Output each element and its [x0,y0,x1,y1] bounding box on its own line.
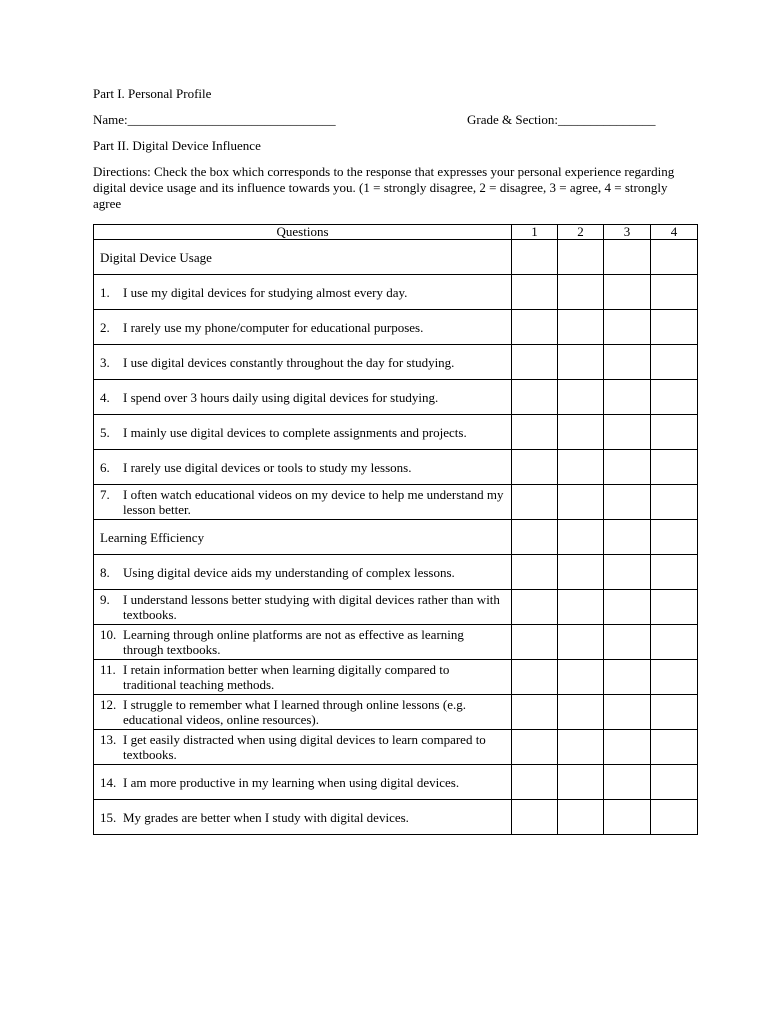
rating-2-checkbox-q0-0[interactable] [558,275,604,310]
rating-2-checkbox-q0-2[interactable] [558,345,604,380]
rating-3-checkbox-section-0[interactable] [604,240,651,275]
rating-1-checkbox-q1-3[interactable] [512,660,558,695]
question-text: I rarely use my phone/computer for educational purposes. [123,319,424,335]
rating-1-checkbox-q1-7[interactable] [512,800,558,835]
rating-1-checkbox-q1-1[interactable] [512,590,558,625]
rating-3-header: 3 [604,225,651,240]
part1-title: Part I. Personal Profile [93,86,212,101]
rating-3-checkbox-q0-3[interactable] [604,380,651,415]
rating-2-checkbox-q0-4[interactable] [558,415,604,450]
question-item [100,697,505,727]
rating-1-checkbox-section-0[interactable] [512,240,558,275]
question-text: My grades are better when I study with digital devices. [123,809,409,825]
question-text: I use digital devices constantly throughout the day for studying. [123,354,455,370]
rating-4-checkbox-q1-1[interactable] [651,590,698,625]
rating-4-checkbox-q0-3[interactable] [651,380,698,415]
table-row [94,730,698,765]
section-title: Learning Efficiency [94,520,512,555]
rating-4-checkbox-q0-4[interactable] [651,415,698,450]
section-row [94,520,698,555]
rating-2-header: 2 [558,225,604,240]
question-item [100,662,505,692]
question-item [100,565,505,580]
rating-1-checkbox-q1-6[interactable] [512,765,558,800]
table-row [94,660,698,695]
question-text: I get easily distracted when using digital devices to learn compared to textbooks. [123,732,486,762]
question-number: 9. [100,592,110,607]
rating-3-checkbox-q1-7[interactable] [604,800,651,835]
rating-2-checkbox-q0-1[interactable] [558,310,604,345]
question-item [100,390,505,405]
rating-3-checkbox-q0-0[interactable] [604,275,651,310]
table-row [94,275,698,310]
rating-2-checkbox-section-0[interactable] [558,240,604,275]
table-row [94,765,698,800]
question-number: 10. [100,627,117,642]
rating-2-checkbox-q1-4[interactable] [558,695,604,730]
survey-table [93,224,698,835]
rating-4-checkbox-q1-5[interactable] [651,730,698,765]
rating-4-checkbox-q1-7[interactable] [651,800,698,835]
table-row [94,310,698,345]
rating-3-checkbox-q0-2[interactable] [604,345,651,380]
rating-3-checkbox-q0-4[interactable] [604,415,651,450]
rating-4-checkbox-q1-2[interactable] [651,625,698,660]
question-item [100,355,505,370]
question-item [100,425,505,440]
question-cell [94,380,512,415]
question-number: 14. [100,774,117,790]
table-row [94,345,698,380]
question-number: 13. [100,732,117,747]
survey-page [93,86,697,835]
rating-1-checkbox-q1-4[interactable] [512,695,558,730]
grade-section-field-label: Grade & Section:_______________ [467,112,656,127]
rating-3-checkbox-q0-6[interactable] [604,485,651,520]
question-number: 1. [100,284,110,300]
question-cell [94,450,512,485]
question-item [100,487,505,517]
rating-4-checkbox-q0-2[interactable] [651,345,698,380]
rating-2-checkbox-q0-6[interactable] [558,485,604,520]
rating-2-checkbox-q0-3[interactable] [558,380,604,415]
rating-1-header: 1 [512,225,558,240]
section-title: Digital Device Usage [94,240,512,275]
question-cell [94,625,512,660]
question-cell [94,730,512,765]
rating-4-checkbox-q1-6[interactable] [651,765,698,800]
questions-header: Questions [94,225,512,240]
question-item [100,592,505,622]
question-number: 6. [100,459,110,475]
question-number: 3. [100,354,110,370]
question-text: I retain information better when learning digitally compared to traditional teaching methods. [123,662,450,692]
question-cell [94,660,512,695]
rating-1-checkbox-q0-3[interactable] [512,380,558,415]
rating-4-header: 4 [651,225,698,240]
question-item [100,460,505,475]
rating-1-checkbox-q1-0[interactable] [512,555,558,590]
rating-1-checkbox-section-1[interactable] [512,520,558,555]
table-row [94,800,698,835]
rating-2-checkbox-q1-1[interactable] [558,590,604,625]
rating-1-checkbox-q0-6[interactable] [512,485,558,520]
question-cell [94,695,512,730]
table-row [94,590,698,625]
question-item [100,320,505,335]
section-row [94,240,698,275]
rating-4-checkbox-q0-0[interactable] [651,275,698,310]
table-row [94,450,698,485]
question-number: 12. [100,697,117,712]
table-row [94,485,698,520]
rating-4-checkbox-q0-6[interactable] [651,485,698,520]
question-cell [94,310,512,345]
name-field-label: Name:________________________________ [93,112,336,127]
rating-2-checkbox-q0-5[interactable] [558,450,604,485]
rating-2-checkbox-section-1[interactable] [558,520,604,555]
name-grade-row [93,112,697,128]
rating-3-checkbox-q1-1[interactable] [604,590,651,625]
rating-3-checkbox-q1-0[interactable] [604,555,651,590]
rating-2-checkbox-q1-3[interactable] [558,660,604,695]
directions-text: Directions: Check the box which corresponds to the response that expresses your personal experience regarding digital device usage and its influence towards you. (1 = strongly disagree, 2 = disagree, 3 = agree, 4 = strongly agree [93,164,675,211]
rating-2-checkbox-q1-7[interactable] [558,800,604,835]
survey-table-body [94,240,698,835]
table-row [94,555,698,590]
question-number: 5. [100,424,110,440]
question-text: I mainly use digital devices to complete assignments and projects. [123,424,467,440]
question-text: I understand lessons better studying with digital devices rather than with textbooks. [123,592,500,622]
question-number: 11. [100,662,116,677]
question-number: 4. [100,389,110,405]
table-header-row [94,225,698,240]
rating-1-checkbox-q0-5[interactable] [512,450,558,485]
rating-3-checkbox-q1-3[interactable] [604,660,651,695]
question-item [100,285,505,300]
question-item [100,810,505,825]
question-number: 8. [100,564,110,580]
question-text: I rarely use digital devices or tools to study my lessons. [123,459,412,475]
part2-title: Part II. Digital Device Influence [93,138,261,153]
rating-3-checkbox-q0-1[interactable] [604,310,651,345]
rating-4-checkbox-q1-3[interactable] [651,660,698,695]
rating-3-checkbox-q1-2[interactable] [604,625,651,660]
question-text: I am more productive in my learning when using digital devices. [123,774,460,790]
question-number: 15. [100,809,117,825]
rating-3-checkbox-q1-4[interactable] [604,695,651,730]
rating-3-checkbox-q1-6[interactable] [604,765,651,800]
question-item [100,775,505,790]
table-row [94,695,698,730]
rating-1-checkbox-q1-2[interactable] [512,625,558,660]
question-text: I spend over 3 hours daily using digital devices for studying. [123,389,439,405]
question-text: I use my digital devices for studying almost every day. [123,284,408,300]
question-text: I struggle to remember what I learned through online lessons (e.g. educational videos, online resources). [123,697,466,727]
rating-4-checkbox-q0-1[interactable] [651,310,698,345]
question-cell [94,485,512,520]
table-row [94,380,698,415]
question-item [100,732,505,762]
question-cell [94,415,512,450]
rating-1-checkbox-q0-2[interactable] [512,345,558,380]
rating-4-checkbox-section-1[interactable] [651,520,698,555]
rating-4-checkbox-section-0[interactable] [651,240,698,275]
question-cell [94,590,512,625]
rating-4-checkbox-q1-0[interactable] [651,555,698,590]
question-item [100,627,505,657]
question-cell [94,800,512,835]
question-text: I often watch educational videos on my device to help me understand my lesson better. [123,487,504,517]
question-cell [94,765,512,800]
rating-2-checkbox-q1-6[interactable] [558,765,604,800]
rating-1-checkbox-q0-0[interactable] [512,275,558,310]
rating-3-checkbox-q0-5[interactable] [604,450,651,485]
question-text: Using digital device aids my understanding of complex lessons. [123,564,455,580]
rating-3-checkbox-section-1[interactable] [604,520,651,555]
rating-3-checkbox-q1-5[interactable] [604,730,651,765]
question-cell [94,555,512,590]
question-text: Learning through online platforms are not as effective as learning through textbooks. [123,627,464,657]
rating-2-checkbox-q1-2[interactable] [558,625,604,660]
table-row [94,625,698,660]
question-cell [94,345,512,380]
question-number: 7. [100,487,110,502]
rating-1-checkbox-q0-1[interactable] [512,310,558,345]
question-number: 2. [100,319,110,335]
rating-4-checkbox-q0-5[interactable] [651,450,698,485]
rating-1-checkbox-q1-5[interactable] [512,730,558,765]
rating-2-checkbox-q1-5[interactable] [558,730,604,765]
rating-1-checkbox-q0-4[interactable] [512,415,558,450]
rating-4-checkbox-q1-4[interactable] [651,695,698,730]
table-row [94,415,698,450]
question-cell [94,275,512,310]
rating-2-checkbox-q1-0[interactable] [558,555,604,590]
